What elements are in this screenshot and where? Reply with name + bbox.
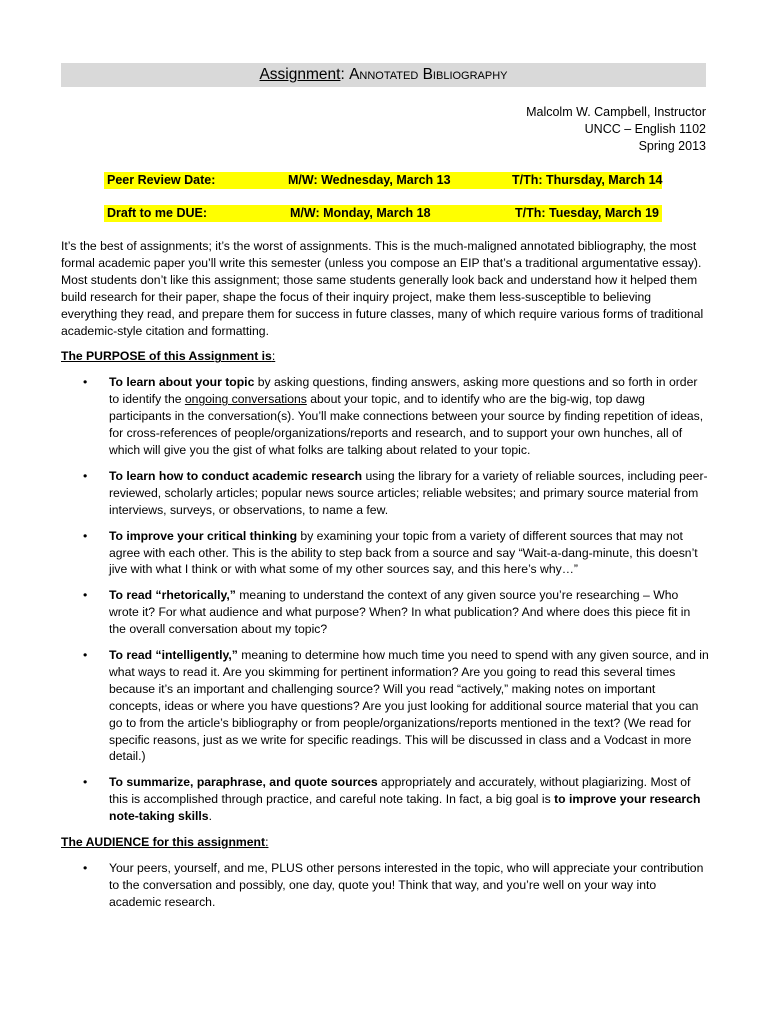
peer-review-label: Peer Review Date:: [107, 173, 216, 187]
bullet-icon: •: [83, 775, 88, 790]
item-text: by asking questions, finding answers, asking more questions and so forth in order to identify the: [109, 375, 698, 407]
list-item: [61, 587, 709, 638]
instructor-name: Malcolm W. Campbell, Instructor: [526, 105, 706, 119]
item-lead: To improve your critical thinking: [109, 528, 298, 543]
item-text: using the library for a variety of reliable sources, including peer-reviewed, scholarly articles; popular news source articles; reliable websites; and primary source material from interviews, surveys, or observations, to name a few.: [109, 468, 708, 517]
item-lead: To read “rhetorically,”: [109, 588, 236, 603]
purpose-heading-text: The PURPOSE of this Assignment is: [61, 349, 272, 364]
course-name: UNCC – English 1102: [584, 122, 706, 136]
bullet-icon: •: [83, 648, 88, 663]
item-lead: To learn how to conduct academic research: [109, 468, 363, 483]
item-lead: To learn about your topic: [109, 375, 255, 390]
audience-heading-colon: :: [265, 835, 269, 850]
item-text: Your peers, yourself, and me, PLUS other persons interested in the topic, who will appreciate your contribution to the conversation and possibly, one day, quote you! Think that way, and you’re well on your way into academic research.: [109, 861, 704, 909]
item-text: .: [208, 809, 212, 824]
item-text: meaning to determine how much time you need to spend with any given source, and in what ways to read it. Are you skimming for pertinent information? Are you going to read this several times because it’s an important and challenging source? Will you read “actively,” making notes on important concepts, ideas or where you have questions? Are you just looking for additional source material that you can go to from the article’s bibliography or from people/organizations/reports mentioned in the text? (We read for specific reasons, just as we write for specific readings. This will be discussed in class and a Vodcast in more detail.): [109, 648, 709, 764]
item-bold-text: to improve your research note-taking skills: [109, 792, 701, 824]
title-label: Assignment: [259, 66, 341, 83]
title-subtitle: Annotated Bibliography: [349, 66, 508, 83]
purpose-list: [61, 374, 709, 825]
peer-review-tth: T/Th: Thursday, March 14: [512, 173, 663, 187]
list-item: [61, 528, 709, 579]
audience-list: [61, 860, 709, 911]
list-item: [61, 774, 709, 825]
title-colon: :: [340, 66, 345, 83]
assignment-title: [61, 63, 706, 87]
purpose-heading: [61, 348, 709, 365]
intro-paragraph: It’s the best of assignments; it’s the worst of assignments. This is the much-maligned annotated bibliography, the most formal academic paper you’ll write this semester (unless you compose an EIP that’s a traditional argumentative essay). Most students don’t like this assignment; those same students generally look back and understand how it helped them build research for their paper, shape the focus of their inquiry project, make them less-susceptible to believing everything they read, and prepare them for success in future classes, many of which require various forms of traditional academic-style citation and formatting.: [61, 239, 704, 338]
bullet-icon: •: [83, 861, 88, 875]
peer-review-row: [104, 172, 662, 189]
list-item: [61, 374, 709, 459]
purpose-heading-colon: :: [271, 349, 276, 364]
term: Spring 2013: [638, 139, 706, 153]
bullet-icon: •: [83, 528, 88, 543]
audience-heading: [61, 834, 709, 851]
item-text: by examining your topic from a variety of different sources that may not agree with each other. This is the ability to step back from a source and say “Wait-a-dang-minute, this doesn’t jive with what I think or with what some of my other sources say, and this here’s why…”: [109, 528, 698, 577]
bullet-icon: •: [83, 375, 88, 390]
bullet-icon: •: [83, 468, 88, 483]
instructor-block: [526, 104, 706, 155]
draft-due-row: [104, 205, 662, 222]
peer-review-mw: M/W: Wednesday, March 13: [288, 173, 451, 187]
item-text: meaning to understand the context of any given source you’re researching – Who wrote it? For what audience and what purpose? When? In what publication? And where does this piece fit in the overall conversation about my topic?: [109, 588, 691, 637]
list-item: [61, 468, 709, 519]
list-item: [61, 647, 709, 765]
bullet-icon: •: [83, 588, 88, 603]
audience-heading-text: The AUDIENCE for this assignment: [61, 835, 266, 850]
draft-due-mw: M/W: Monday, March 18: [290, 206, 431, 220]
item-text: appropriately and accurately, without plagiarizing. Most of this is accomplished through practice, and careful note taking. In fact, a big goal is: [109, 775, 691, 807]
draft-due-tth: T/Th: Tuesday, March 19: [515, 206, 660, 220]
draft-due-label: Draft to me DUE:: [107, 206, 208, 220]
item-lead: To summarize, paraphrase, and quote sources: [109, 775, 378, 790]
document-body: [61, 238, 709, 920]
item-text: about your topic, and to identify who are the big-wig, top dawg participants in the conversation(s). You’ll make connections between your source by finding repetition of ideas, for cross-references of people/organizations/reports and research, and to support your own hunches, all of which will give you the gist of what folks are talking about related to your topic.: [109, 392, 704, 457]
item-lead: To read “intelligently,”: [109, 648, 238, 663]
list-item: [61, 860, 709, 911]
item-underlined-text: ongoing conversations: [184, 392, 307, 407]
